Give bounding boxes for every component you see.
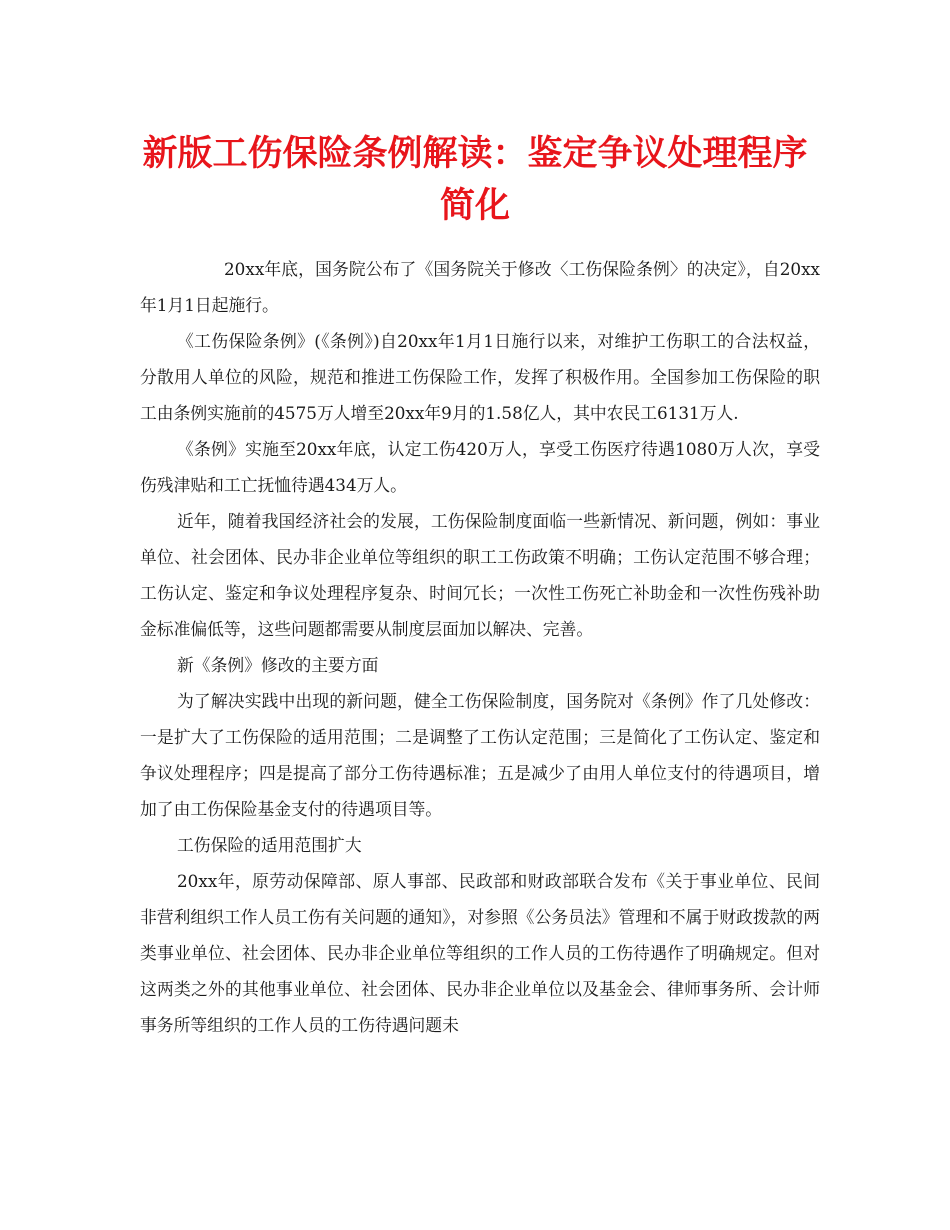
- paragraph: 为了解决实践中出现的新问题，健全工伤保险制度，国务院对《条例》作了几处修改：一是扩大了工伤保险的适用范围；二是调整了工伤认定范围；三是简化了工伤认定、鉴定和争议处理程序；四是提高了部分工伤待遇标准；五是减少了由用人单位支付的待遇项目，增加了由工伤保险基金支付的待遇项目等。: [140, 691, 820, 819]
- paragraph: 《工伤保险条例》(《条例》)自20xx年1月1日施行以来，对维护工伤职工的合法权益，分散用人单位的风险，规范和推进工伤保险工作，发挥了积极作用。全国参加工伤保险的职工由条例实施前的4575万人增至20xx年9月的1.58亿人，其中农民工6131万人.: [140, 331, 820, 423]
- paragraph-intro: 20xx年底，国务院公布了《国务院关于修改〈工伤保险条例〉的决定》，自20xx年1月1日起施行。: [140, 259, 820, 315]
- paragraph: 近年，随着我国经济社会的发展，工伤保险制度面临一些新情况、新问题，例如：事业单位、社会团体、民办非企业单位等组织的职工工伤政策不明确；工伤认定范围不够合理；工伤认定、鉴定和争议处理程序复杂、时间冗长；一次性工伤死亡补助金和一次性伤残补助金标准偏低等，这些问题都需要从制度层面加以解决、完善。: [140, 511, 820, 639]
- document-body: [140, 251, 820, 1043]
- paragraph: 《条例》实施至20xx年底，认定工伤420万人，享受工伤医疗待遇1080万人次，享受伤残津贴和工亡抚恤待遇434万人。: [140, 439, 820, 495]
- document-title: 新版工伤保险条例解读：鉴定争议处理程序简化: [142, 133, 808, 226]
- paragraph: 20xx年，原劳动保障部、原人事部、民政部和财政部联合发布《关于事业单位、民间非营利组织工作人员工伤有关问题的通知》，对参照《公务员法》管理和不属于财政拨款的两类事业单位、社会团体、民办非企业单位等组织的工作人员的工伤待遇作了明确规定。但对这两类之外的其他事业单位、社会团体、民办非企业单位以及基金会、律师事务所、会计师事务所等组织的工作人员的工伤待遇问题未: [140, 871, 820, 1035]
- section-heading: 新《条例》修改的主要方面: [177, 655, 379, 675]
- section-heading: 工伤保险的适用范围扩大: [177, 835, 362, 855]
